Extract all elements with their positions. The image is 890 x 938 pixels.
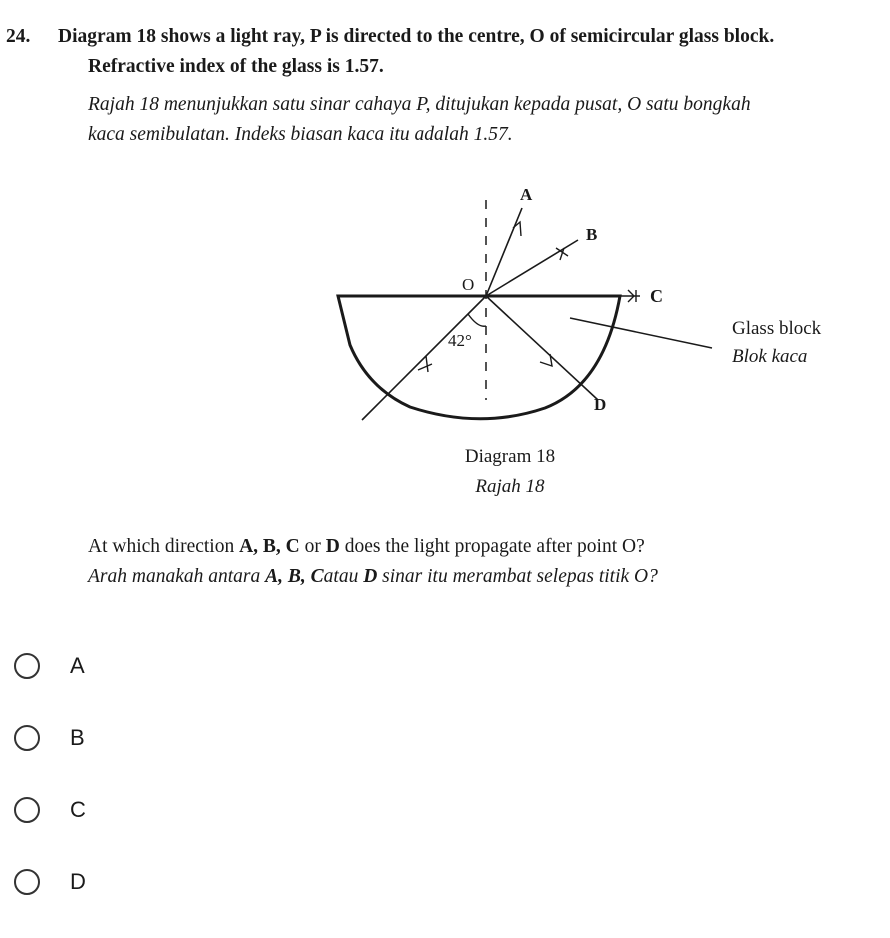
prompt-malay-or: atau xyxy=(323,566,364,587)
radio-circle-icon[interactable] xyxy=(14,725,40,751)
prompt-english xyxy=(88,532,878,562)
prompt-malay-choice-d: D xyxy=(363,566,378,587)
ray-d-arrow xyxy=(540,354,552,366)
glass-block-outline xyxy=(338,296,620,419)
incident-arrow xyxy=(418,356,432,372)
label-c: C xyxy=(650,286,663,306)
malay-text-2: kaca semibulatan. Indeks biasan kaca itu adalah 1.57. xyxy=(88,124,513,145)
option-label: D xyxy=(70,869,86,894)
malay-text-1: Rajah 18 menunjukkan satu sinar cahaya P, ditujukan kepada pusat, O satu bongkah xyxy=(88,94,751,115)
label-a: A xyxy=(520,185,533,204)
angle-arc xyxy=(468,314,486,326)
prompt-choice-d: D xyxy=(325,536,340,557)
option-label: B xyxy=(70,725,85,750)
label-blok-kaca: Blok kaca xyxy=(732,346,808,367)
option-label: C xyxy=(70,797,86,822)
answer-options xyxy=(14,650,86,938)
label-glass-block: Glass block xyxy=(732,318,822,339)
glass-block-pointer xyxy=(570,318,712,348)
diagram-caption-malay: Rajah 18 xyxy=(475,476,545,497)
label-angle: 42° xyxy=(448,331,472,350)
question-text-1: Diagram 18 shows a light ray, P is directed to the centre, O of semicircular glass block. xyxy=(58,26,775,47)
prompt-text-end: does the light propagate after point O? xyxy=(339,536,645,557)
question-text-2: Refractive index of the glass is 1.57. xyxy=(88,56,384,77)
option-label: A xyxy=(70,653,85,678)
prompt-or: or xyxy=(299,536,326,557)
radio-circle-icon[interactable] xyxy=(14,797,40,823)
label-o: O xyxy=(462,275,475,294)
option-b[interactable] xyxy=(14,722,86,754)
ray-a xyxy=(486,208,522,296)
prompt-text: At which direction xyxy=(88,536,240,557)
prompt-malay-text: Arah manakah antara xyxy=(88,566,266,587)
label-d: D xyxy=(594,395,607,414)
radio-circle-icon[interactable] xyxy=(14,653,40,679)
prompt-malay xyxy=(88,562,878,592)
option-c[interactable] xyxy=(14,794,86,826)
prompt-malay-text-end: sinar itu merambat selepas titik O? xyxy=(377,566,658,587)
prompt-malay-choices: A, B, C xyxy=(265,566,324,587)
option-a[interactable] xyxy=(14,650,86,682)
incident-ray xyxy=(362,296,486,420)
label-b: B xyxy=(586,225,598,244)
prompt-choices: A, B, C xyxy=(239,536,300,557)
option-d[interactable] xyxy=(14,866,86,898)
ray-d xyxy=(486,296,598,400)
radio-circle-icon[interactable] xyxy=(14,869,40,895)
question-number: 24. xyxy=(6,26,31,47)
diagram-caption: Diagram 18 xyxy=(464,446,556,467)
